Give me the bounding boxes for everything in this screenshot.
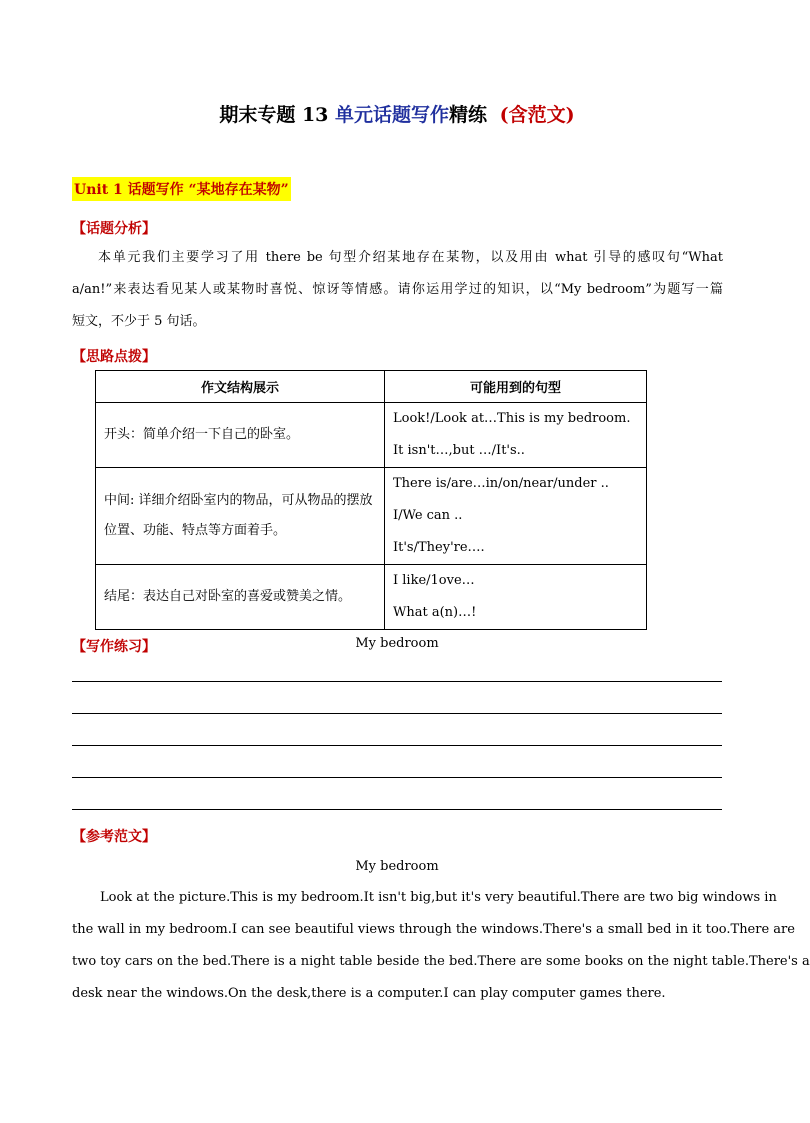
answer-line bbox=[72, 681, 722, 682]
analysis-line: 本单元我们主要学习了用 there be 句型介绍某地存在某物，以及用由 what 引导的感叹句“What bbox=[98, 250, 723, 265]
pattern-text: There is/are…in/on/near/under .. bbox=[393, 476, 609, 491]
title-part-1: 期末专题 13 bbox=[219, 104, 329, 126]
sample-line: the wall in my bedroom.I can see beautiful views through the windows.There's a small bed in it too.There are bbox=[72, 922, 795, 937]
title-part-2: 单元话题写作 bbox=[335, 104, 450, 126]
structure-cell: 中间: 详细介绍卧室内的物品，可从物品的摆放位置、功能、特点等方面着手。 bbox=[96, 468, 385, 565]
pattern-text: I/We can .. bbox=[393, 508, 463, 523]
answer-line bbox=[72, 777, 722, 778]
pattern-text: Look!/Look at…This is my bedroom. bbox=[393, 411, 631, 426]
title-part-3: 精练 bbox=[449, 104, 488, 126]
patterns-cell bbox=[385, 403, 647, 468]
unit-label: Unit 1 话题写作 “某地存在某物” bbox=[72, 177, 291, 201]
heading-sample: 【参考范文】 bbox=[72, 829, 156, 845]
title-part-4: (含范文) bbox=[499, 104, 575, 126]
sample-title: My bedroom bbox=[355, 859, 439, 874]
page-title bbox=[0, 100, 794, 127]
sample-line: two toy cars on the bed.There is a night table beside the bed.There are some books on the night table.There's a bbox=[72, 954, 810, 969]
sample-line: Look at the picture.This is my bedroom.It isn't big,but it's very beautiful.There are two big windows in bbox=[100, 890, 777, 905]
patterns-cell bbox=[385, 468, 647, 565]
table-row bbox=[96, 468, 647, 565]
patterns-cell bbox=[385, 565, 647, 630]
analysis-line: a/an!”来表达看见某人或某物时喜悦、惊讶等情感。请你运用学过的知识，以“My bedroom”为题写一篇 bbox=[72, 282, 723, 297]
heading-practice: 【写作练习】 bbox=[72, 639, 156, 655]
sample-line: desk near the windows.On the desk,there is a computer.I can play computer games there. bbox=[72, 986, 666, 1001]
pattern-text: What a(n)…! bbox=[393, 605, 477, 620]
practice-title: My bedroom bbox=[355, 636, 439, 651]
outline-table bbox=[95, 370, 647, 630]
structure-cell: 开头：简单介绍一下自己的卧室。 bbox=[96, 403, 385, 468]
pattern-text: It's/They're…. bbox=[393, 540, 485, 555]
answer-line bbox=[72, 809, 722, 810]
structure-cell: 结尾：表达自己对卧室的喜爱或赞美之情。 bbox=[96, 565, 385, 630]
heading-tips: 【思路点拨】 bbox=[72, 349, 156, 365]
table-header-structure: 作文结构展示 bbox=[96, 371, 385, 403]
answer-line bbox=[72, 713, 722, 714]
table-header-row bbox=[96, 371, 647, 403]
pattern-text: I like/1ove… bbox=[393, 573, 475, 588]
answer-line bbox=[72, 745, 722, 746]
table-row bbox=[96, 565, 647, 630]
table-header-patterns: 可能用到的句型 bbox=[385, 371, 647, 403]
sample-paragraph bbox=[72, 882, 810, 1010]
analysis-paragraph bbox=[72, 242, 723, 338]
table-row bbox=[96, 403, 647, 468]
heading-analysis: 【话题分析】 bbox=[72, 221, 156, 237]
analysis-line: 短文，不少于 5 句话。 bbox=[72, 314, 206, 329]
pattern-text: It isn't…,but …/It's.. bbox=[393, 443, 525, 458]
